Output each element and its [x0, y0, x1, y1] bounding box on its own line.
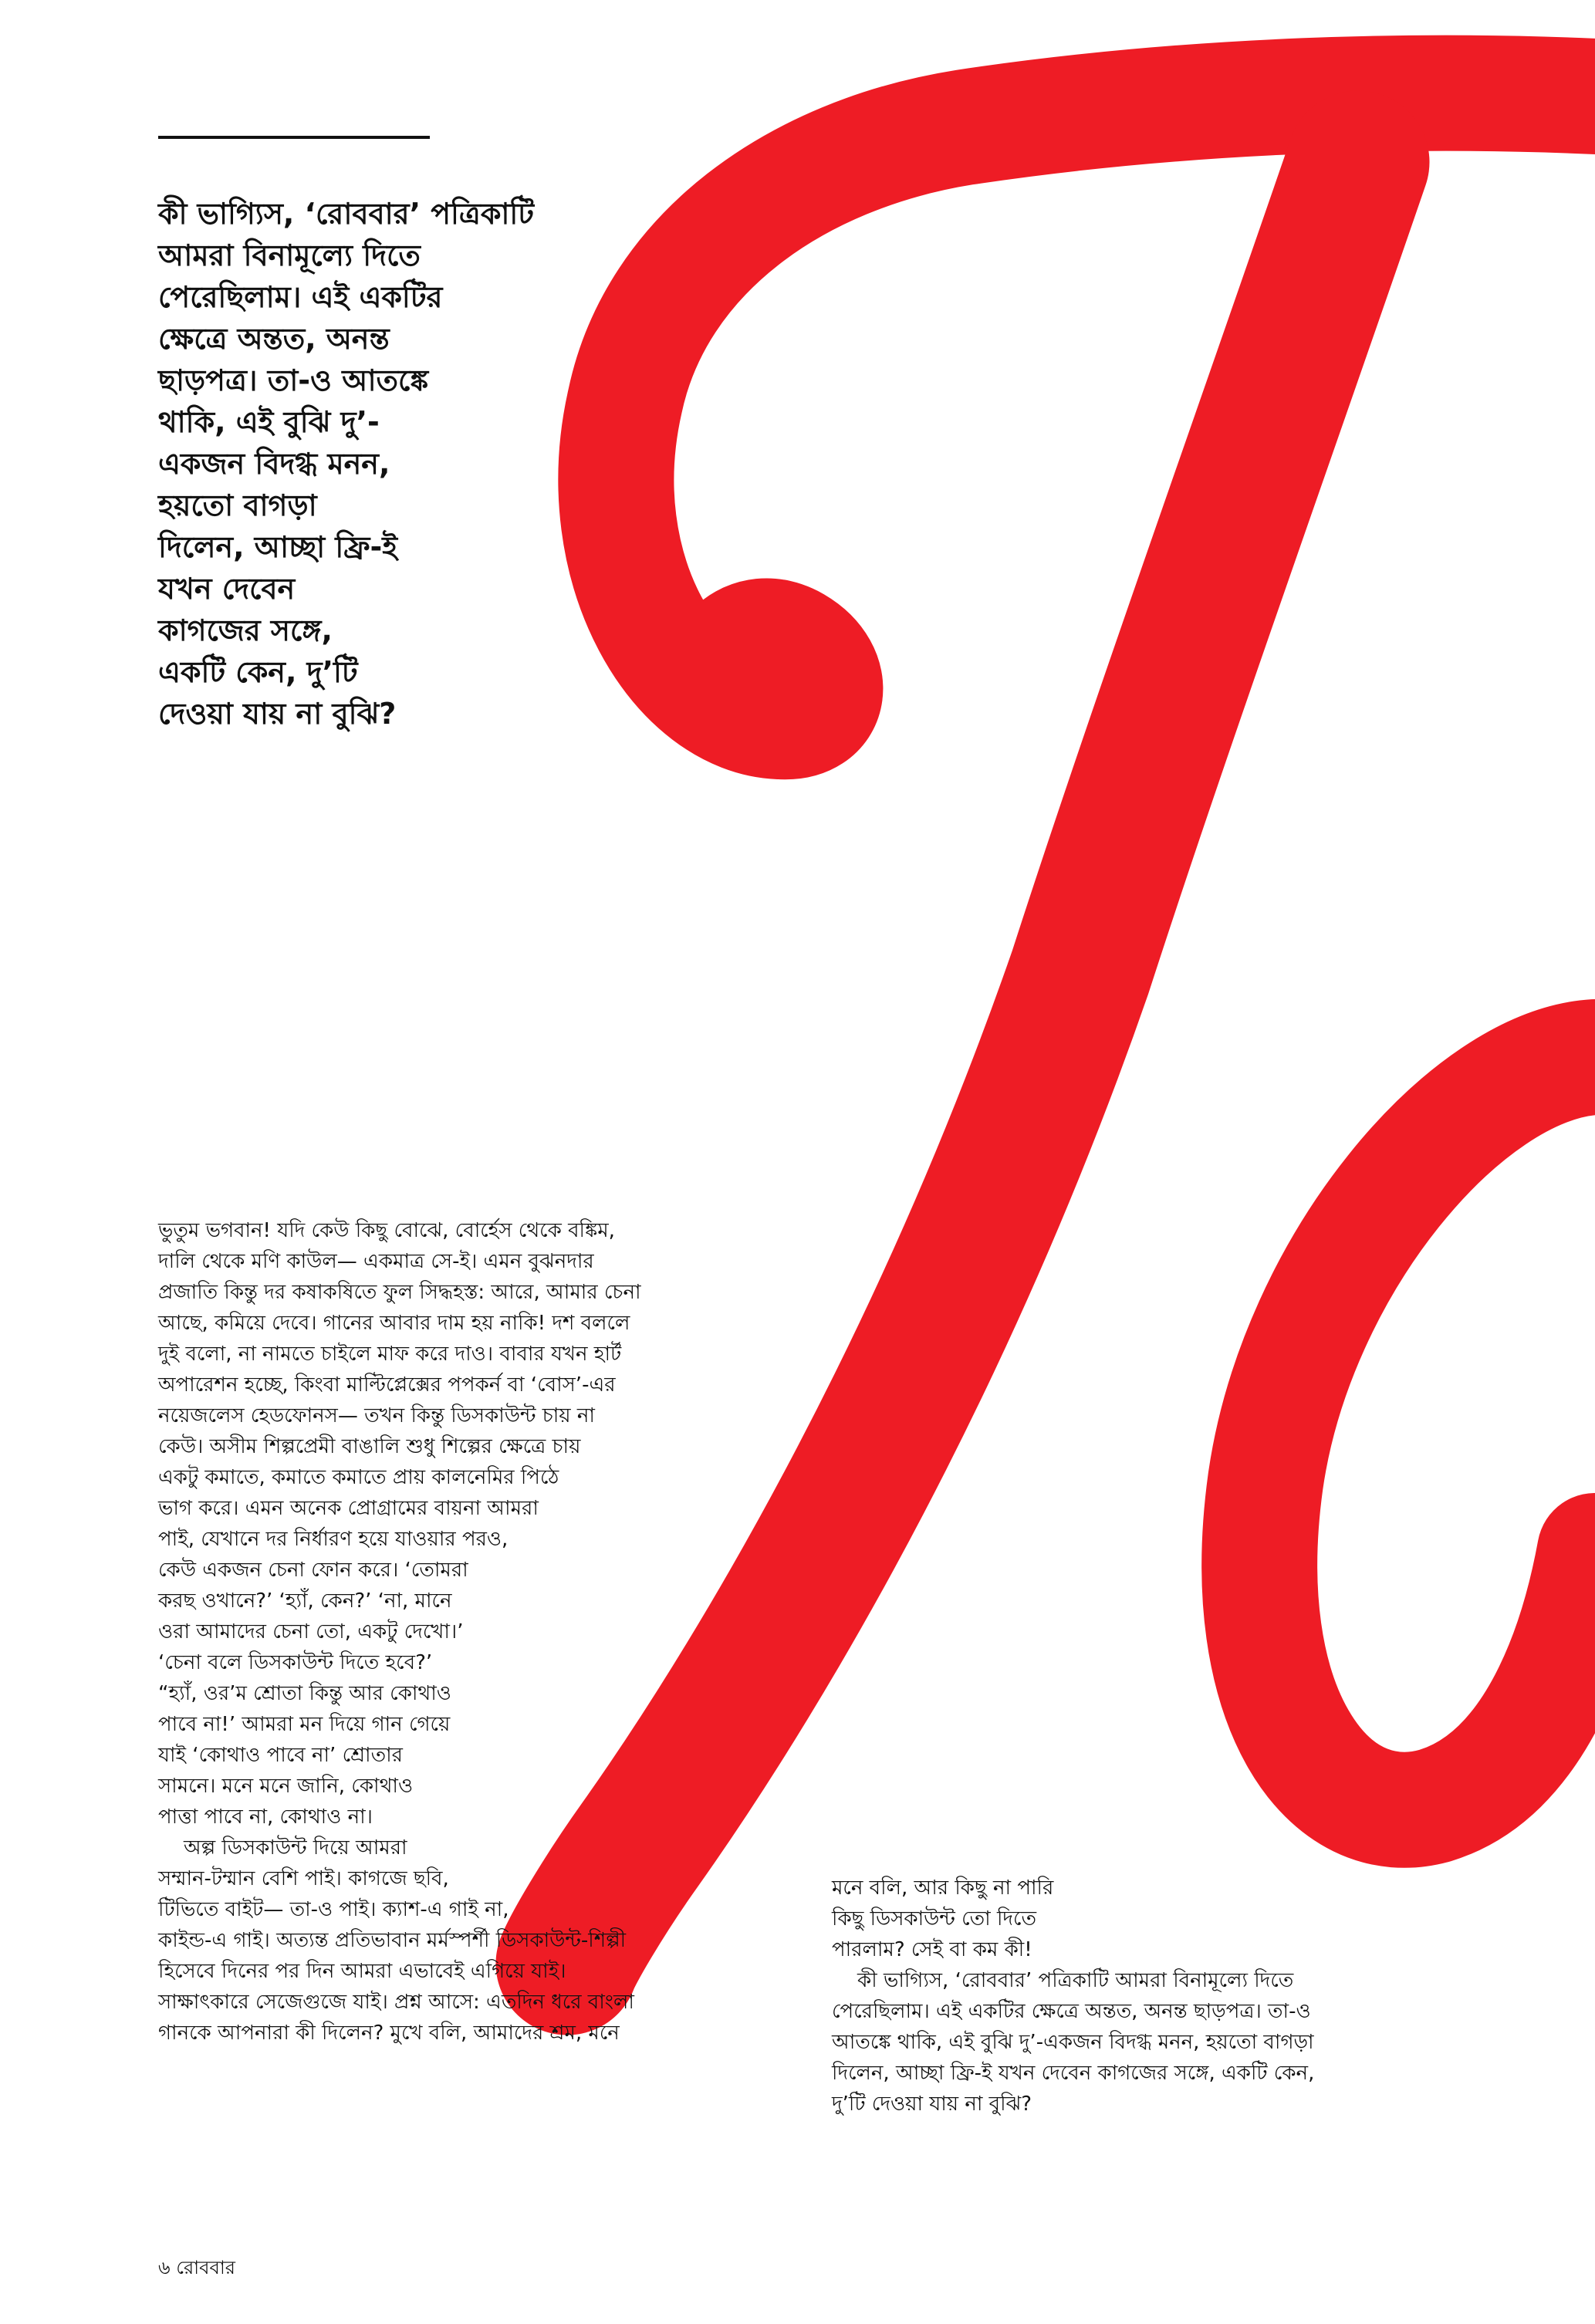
headline-rule: [158, 136, 430, 139]
percent-lower-loop: [1259, 1057, 1595, 1810]
body-line: হিসেবে দিনের পর দিন আমরা এভাবেই এগিয়ে যাই।: [158, 1960, 566, 1983]
pull-quote-line: ছাড়পত্র। তা-ও আতঙ্কে: [158, 363, 429, 397]
pull-quote-line: একটি কেন, দু’টি: [158, 655, 358, 689]
body-line: পাবে না!’ আমরা মন দিয়ে গান গেয়ে: [158, 1713, 451, 1736]
body-line: নয়েজলেস হেডফোনস— তখন কিন্তু ডিসকাউন্ট চায় না: [158, 1404, 595, 1427]
body-text-left-column: [158, 1215, 641, 2049]
body-line: যাই ‘কোথাও পাবে না’ শ্রোতার: [158, 1744, 403, 1767]
body-line: গানকে আপনারা কী দিলেন? মুখে বলি, আমাদের শ্রম, মনে: [158, 2022, 620, 2045]
body-line: পারলাম? সেই বা কম কী!: [832, 1938, 1032, 1961]
pull-quote: [158, 193, 590, 735]
body-line: অল্প ডিসকাউন্ট দিয়ে আমরা: [158, 1836, 407, 1860]
body-text-right-column: [832, 1873, 1314, 2120]
pull-quote-line: কাগজের সঙ্গে,: [158, 613, 333, 647]
pull-quote-line: আমরা বিনামূল্যে দিতে: [158, 238, 421, 272]
body-line: একটু কমাতে, কমাতে কমাতে প্রায় কালনেমির পিঠে: [158, 1466, 559, 1489]
pull-quote-line: পেরেছিলাম। এই একটির: [158, 280, 443, 314]
body-line: সামনে। মনে মনে জানি, কোথাও: [158, 1775, 414, 1798]
body-line: সাক্ষাৎকারে সেজেগুজে যাই। প্রশ্ন আসে: এতদিন ধরে বাংলা: [158, 1991, 634, 2014]
body-line: কিছু ডিসকাউন্ট তো দিতে: [832, 1907, 1037, 1930]
body-line: আতঙ্কে থাকি, এই বুঝি দু’-একজন বিদগ্ধ মনন, হয়তো বাগড়া: [832, 2031, 1314, 2054]
body-line: দুই বলো, না নামতে চাইলে মাফ করে দাও। বাবার যখন হার্ট: [158, 1343, 622, 1366]
body-line: টিভিতে বাইট— তা-ও পাই। ক্যাশ-এ গাই না,: [158, 1898, 509, 1921]
pull-quote-line: দেওয়া যায় না বুঝি?: [158, 697, 397, 731]
pull-quote-line: ক্ষেত্রে অন্তত, অনন্ত: [158, 322, 390, 356]
body-line: কেউ একজন চেনা ফোন করে। ‘তোমরা: [158, 1559, 468, 1582]
body-line: অপারেশন হচ্ছে, কিংবা মাল্টিপ্লেক্সের পপকর্ন বা ‘বোস’-এর: [158, 1373, 616, 1397]
body-line: পাত্তা পাবে না, কোথাও না।: [158, 1805, 373, 1829]
body-line: পেরেছিলাম। এই একটির ক্ষেত্রে অন্তত, অনন্ত ছাড়পত্র। তা-ও: [832, 2000, 1311, 2023]
body-line: কেউ। অসীম শিল্পপ্রেমী বাঙালি শুধু শিল্পের ক্ষেত্রে চায়: [158, 1435, 581, 1458]
body-line: প্রজাতি কিন্তু দর কষাকষিতে ফুল সিদ্ধহস্ত: আরে, আমার চেনা: [158, 1281, 641, 1304]
body-line: “হ্যাঁ, ওর’ম শ্রোতা কিন্তু আর কোথাও: [158, 1682, 451, 1705]
body-line: কাইন্ড-এ গাই। অত্যন্ত প্রতিভাবান মর্মস্পর্শী ডিসকাউন্ট-শিল্পী: [158, 1929, 627, 1952]
body-line: কী ভাগ্যিস, ‘রোববার’ পত্রিকাটি আমরা বিনামূল্যে দিতে: [832, 1969, 1294, 1992]
body-line: দিলেন, আচ্ছা ফ্রি-ই যখন দেবেন কাগজের সঙ্গে, একটি কেন,: [832, 2062, 1315, 2085]
body-line: সম্মান-টম্মান বেশি পাই। কাগজে ছবি,: [158, 1867, 449, 1890]
body-line: দালি থেকে মণি কাউল— একমাত্র সে-ই। এমন বুঝনদার: [158, 1250, 594, 1273]
body-line: পাই, যেখানে দর নির্ধারণ হয়ে যাওয়ার পরও,: [158, 1528, 509, 1551]
body-line: ওরা আমাদের চেনা তো, একটু দেখো।’: [158, 1620, 464, 1643]
pull-quote-line: থাকি, এই বুঝি দু’-: [158, 405, 380, 439]
body-line: ভাগ করে। এমন অনেক প্রোগ্রামের বায়না আমরা: [158, 1497, 539, 1520]
percent-upper-loop: [616, 93, 1595, 722]
body-line: করছ ওখানে?’ ‘হ্যাঁ, কেন?’ ‘না, মানে: [158, 1589, 452, 1613]
body-line: মনে বলি, আর কিছু না পারি: [832, 1876, 1054, 1900]
body-line: দু’টি দেওয়া যায় না বুঝি?: [832, 2093, 1032, 2116]
pull-quote-line: একজন বিদগ্ধ মনন,: [158, 447, 390, 481]
pull-quote-line: কী ভাগ্যিস, ‘রোববার’ পত্রিকাটি: [158, 197, 535, 231]
body-line: ‘চেনা বলে ডিসকাউন্ট দিতে হবে?’: [158, 1651, 433, 1674]
pull-quote-line: যখন দেবেন: [158, 572, 296, 606]
pull-quote-line: দিলেন, আচ্ছা ফ্রি-ই: [158, 530, 398, 564]
body-line: ভুতুম ভগবান! যদি কেউ কিছু বোঝে, বোর্হেস থেকে বঙ্কিম,: [158, 1219, 615, 1242]
page-folio: ৬ রোববার: [158, 2257, 236, 2278]
body-line: আছে, কমিয়ে দেবে। গানের আবার দাম হয় নাকি! দশ বললে: [158, 1312, 630, 1335]
pull-quote-line: হয়তো বাগড়া: [158, 488, 317, 522]
